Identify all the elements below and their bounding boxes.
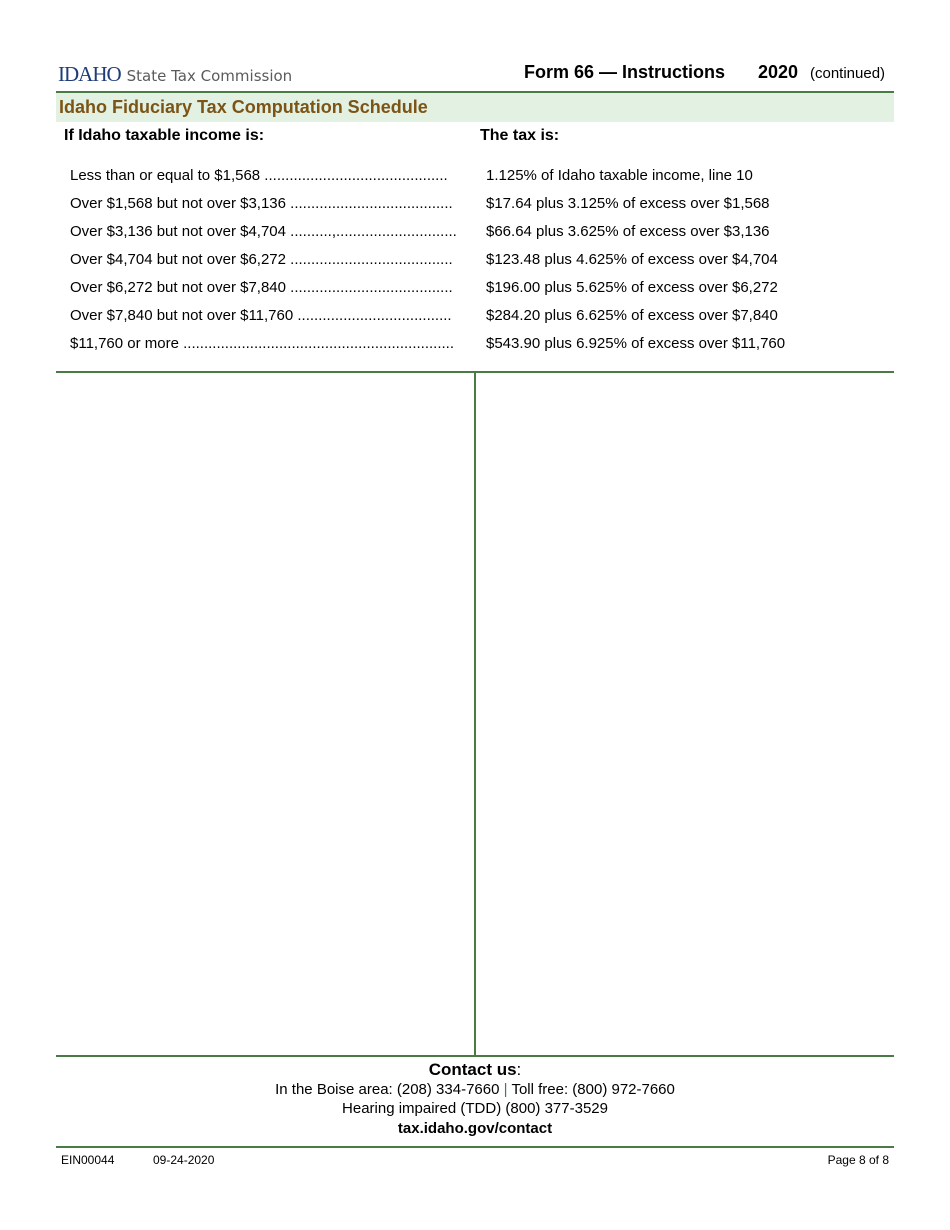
contact-url-link[interactable]: tax.idaho.gov/contact (397, 1120, 553, 1137)
tax-formula: $123.48 plus 4.625% of excess over $4,704 (486, 250, 778, 268)
tax-formula: $284.20 plus 6.625% of excess over $7,840 (486, 306, 778, 324)
tax-formula: 1.125% of Idaho taxable income, line 10 (486, 166, 753, 184)
schedule-row (70, 329, 830, 357)
income-bracket: Less than or equal to $1,568 ............................................ (70, 166, 448, 184)
column-divider (474, 372, 476, 1056)
income-bracket: $11,760 or more ................................................................. (70, 334, 455, 352)
income-bracket: Over $6,272 but not over $7,840 ....................................... (70, 278, 453, 296)
phone-separator: | (503, 1081, 508, 1098)
form-id: EIN00044 (61, 1153, 115, 1167)
logo-agency-name: State Tax Commission (126, 67, 293, 85)
income-column-heading: If Idaho taxable income is: (64, 127, 265, 144)
schedule-row (70, 217, 830, 245)
contact-phones (56, 1080, 894, 1099)
footer-divider (56, 1146, 894, 1148)
income-bracket: Over $7,840 but not over $11,760 ..................................... (70, 306, 452, 324)
contact-heading: Contact us: (428, 1060, 522, 1079)
schedule-row (70, 161, 830, 189)
schedule-row (70, 245, 830, 273)
contact-block (56, 1059, 894, 1139)
tax-column-heading: The tax is: (480, 127, 560, 144)
tax-formula: $543.90 plus 6.925% of excess over $11,760 (486, 334, 786, 352)
boise-phone: In the Boise area: (208) 334-7660 (275, 1081, 500, 1098)
contact-top-divider (56, 1055, 894, 1057)
form-title: Form 66 — Instructions (524, 62, 726, 82)
income-bracket: Over $1,568 but not over $3,136 ....................................... (70, 194, 453, 212)
contact-heading-text: Contact us (428, 1060, 517, 1079)
income-bracket: Over $3,136 but not over $4,704 ..........,............................. (70, 222, 457, 240)
logo-idaho-wordmark: IDAHO (58, 62, 121, 86)
schedule-row (70, 273, 830, 301)
continued-label: (continued) (810, 65, 886, 82)
tax-formula: $17.64 plus 3.125% of excess over $1,568 (486, 194, 770, 212)
schedule-row (70, 189, 830, 217)
section-title: Idaho Fiduciary Tax Computation Schedule (59, 97, 428, 117)
tax-schedule (70, 161, 830, 357)
tollfree-phone: Toll free: (800) 972-7660 (511, 1081, 675, 1098)
revision-date: 09-24-2020 (153, 1153, 215, 1167)
tax-formula: $66.64 plus 3.625% of excess over $3,136 (486, 222, 770, 240)
tax-formula: $196.00 plus 5.625% of excess over $6,272 (486, 278, 778, 296)
tdd-phone: Hearing impaired (TDD) (800) 377-3529 (342, 1100, 608, 1117)
form-year: 2020 (758, 62, 799, 82)
agency-logo (58, 62, 292, 87)
schedule-row (70, 301, 830, 329)
page-number: Page 8 of 8 (827, 1153, 889, 1167)
income-bracket: Over $4,704 but not over $6,272 ....................................... (70, 250, 453, 268)
